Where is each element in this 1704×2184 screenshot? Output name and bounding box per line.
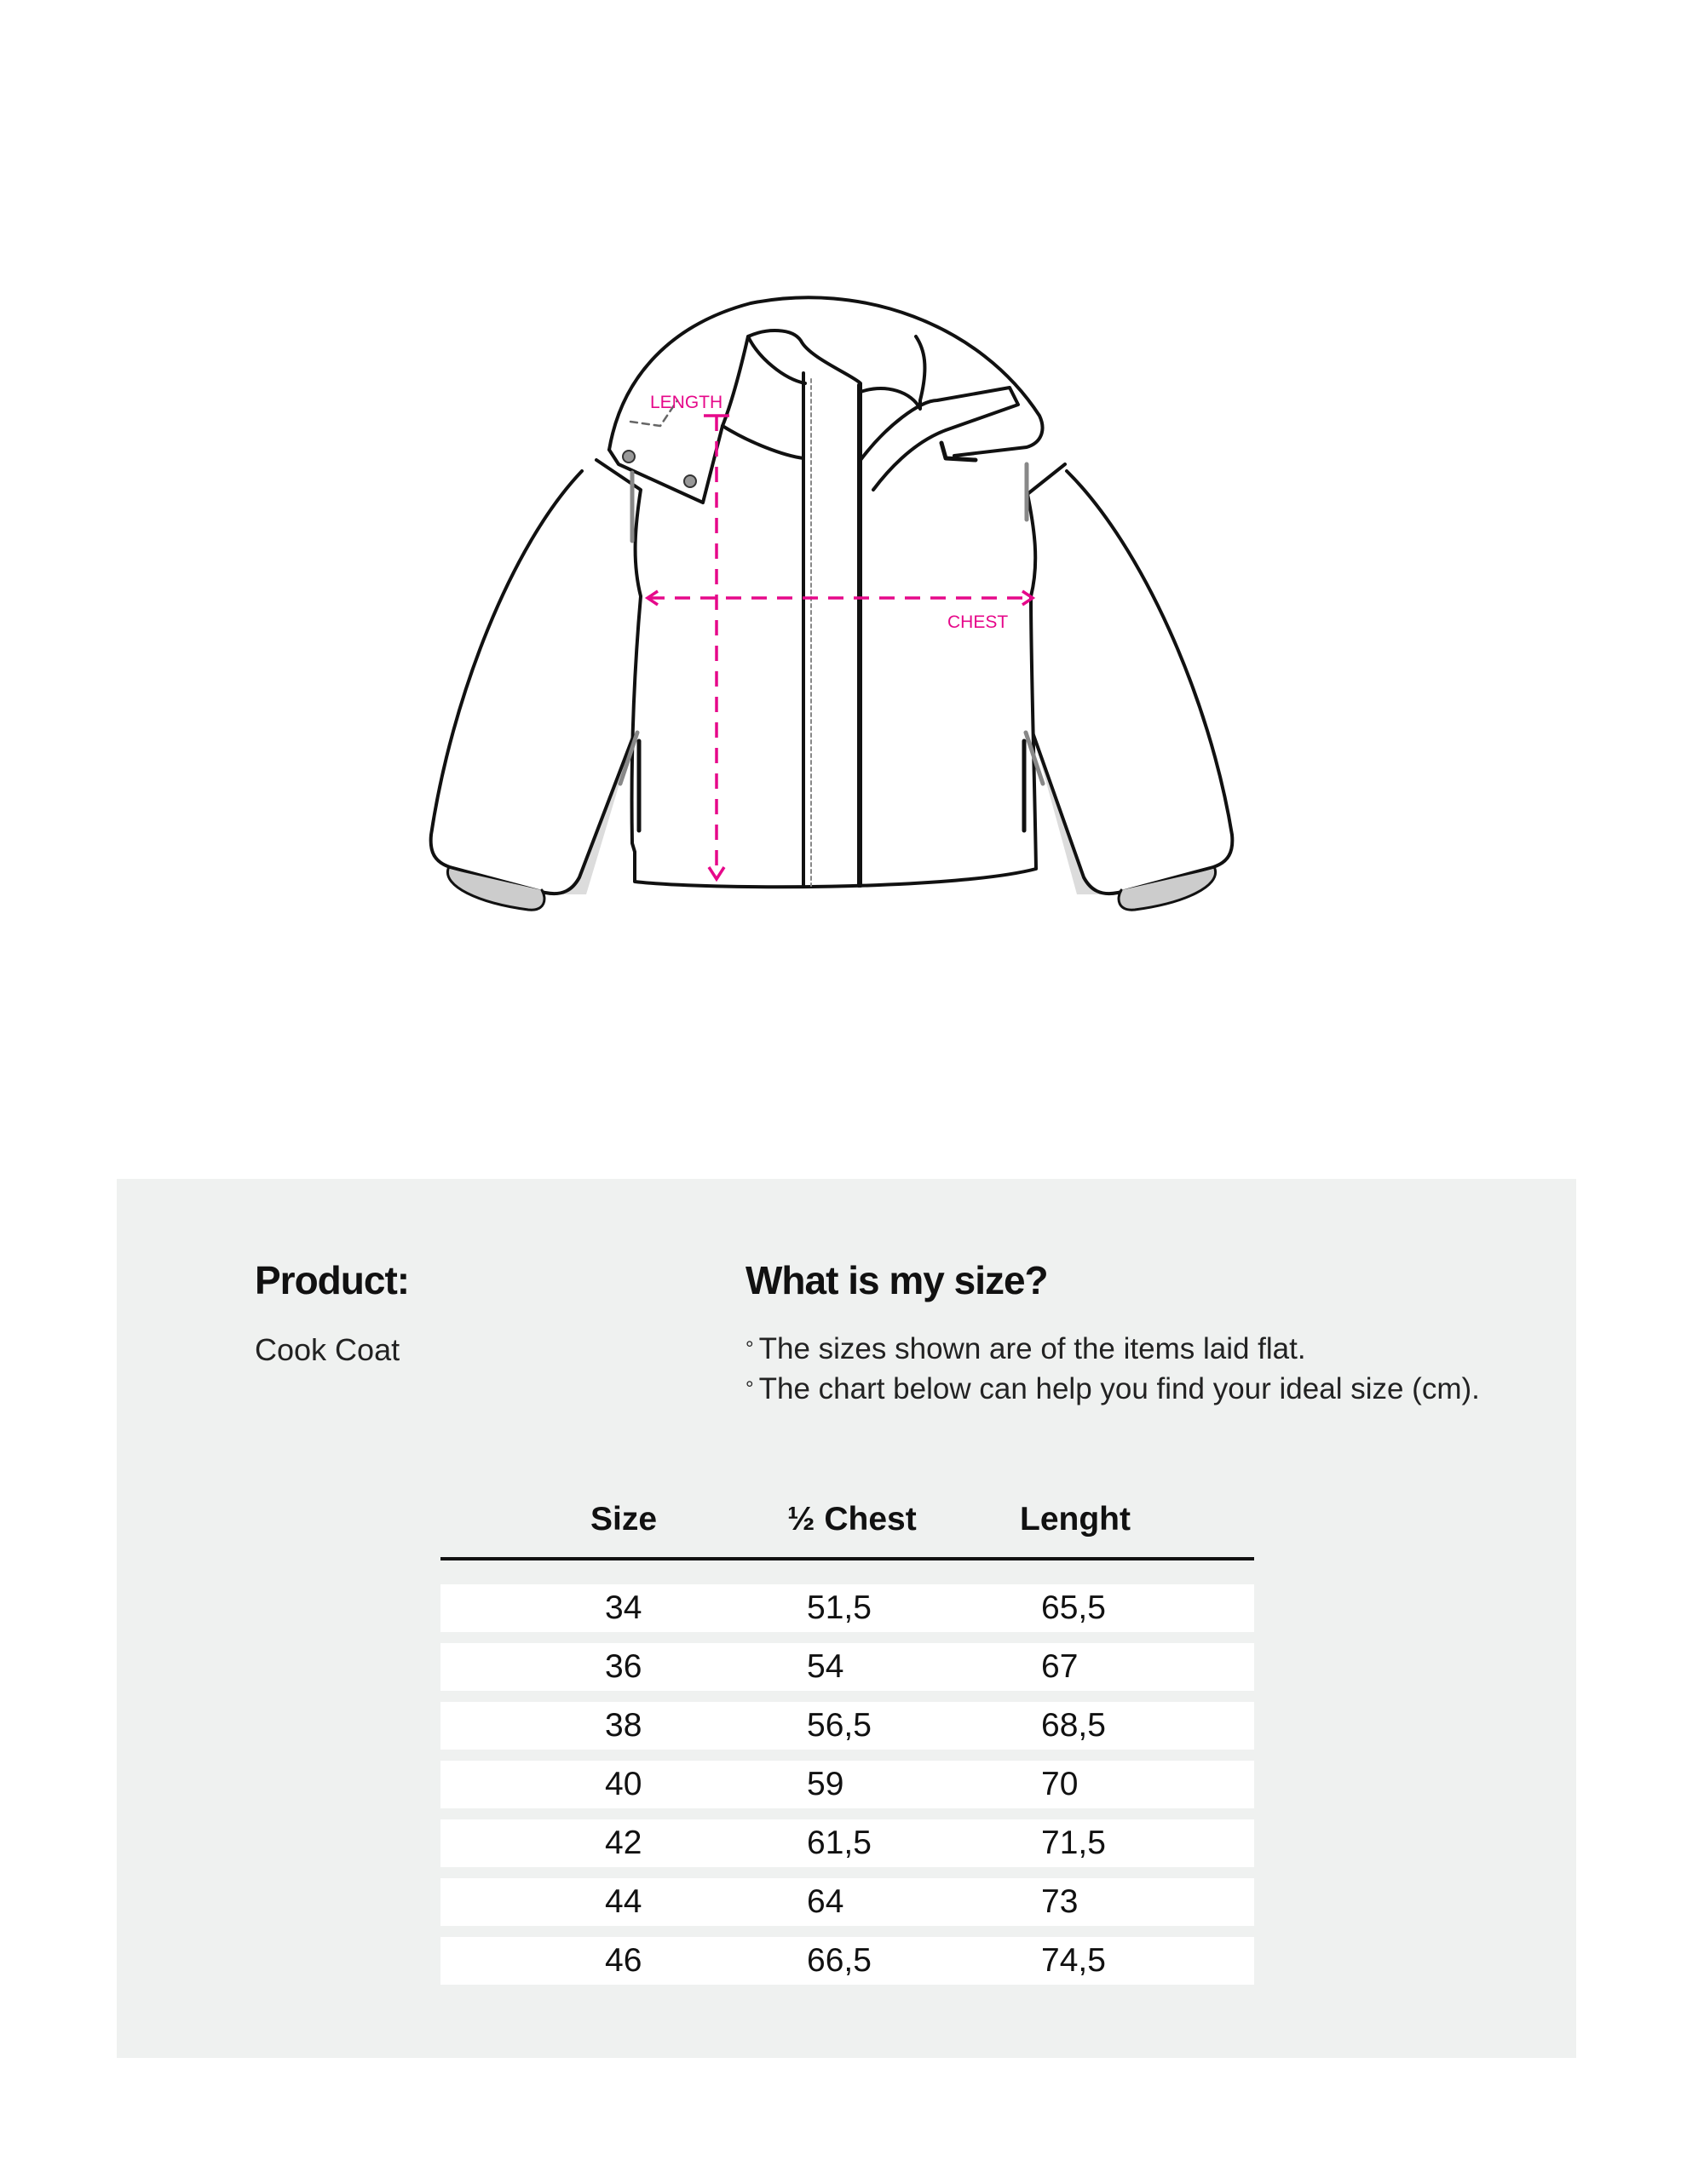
cell-length: 71,5 [1041, 1825, 1106, 1861]
cell-size: 40 [605, 1766, 642, 1802]
table-row [440, 1878, 1254, 1926]
degree-bullet-icon: ° [746, 1377, 754, 1400]
length-label: LENGTH [650, 393, 723, 412]
table-header [440, 1496, 1254, 1560]
cell-size: 36 [605, 1648, 642, 1685]
table-row [440, 1584, 1254, 1632]
cell-length: 73 [1041, 1883, 1079, 1920]
size-table [440, 1496, 1254, 1996]
cell-half-chest: 66,5 [807, 1942, 872, 1979]
table-row [440, 1937, 1254, 1985]
degree-bullet-icon: ° [746, 1337, 754, 1360]
cell-length: 67 [1041, 1648, 1079, 1685]
cell-length: 68,5 [1041, 1707, 1106, 1744]
cell-half-chest: 61,5 [807, 1825, 872, 1861]
cell-size: 44 [605, 1883, 642, 1920]
cell-length: 70 [1041, 1766, 1079, 1802]
jacket-illustration [0, 0, 1704, 1022]
table-row [440, 1819, 1254, 1867]
cell-half-chest: 54 [807, 1648, 844, 1685]
cell-half-chest: 56,5 [807, 1707, 872, 1744]
cell-half-chest: 59 [807, 1766, 844, 1802]
product-heading: Product: [255, 1258, 410, 1302]
table-row [440, 1761, 1254, 1808]
cell-size: 46 [605, 1942, 642, 1979]
jacket-sketch-icon [0, 0, 1704, 1022]
note-text: The sizes shown are of the items laid flat. [758, 1332, 1306, 1365]
cell-size: 34 [605, 1589, 642, 1626]
note-item [746, 1369, 1480, 1409]
cell-size: 42 [605, 1825, 642, 1861]
cell-half-chest: 51,5 [807, 1589, 872, 1626]
chest-label: CHEST [947, 612, 1009, 632]
note-text: The chart below can help you find your ideal size (cm). [758, 1372, 1480, 1405]
table-row [440, 1702, 1254, 1750]
size-guide-panel [117, 1179, 1576, 2058]
table-row [440, 1643, 1254, 1691]
cell-size: 38 [605, 1707, 642, 1744]
size-notes [746, 1329, 1480, 1409]
cell-length: 65,5 [1041, 1589, 1106, 1626]
table-body [440, 1584, 1254, 1985]
cell-half-chest: 64 [807, 1883, 844, 1920]
note-item [746, 1329, 1480, 1369]
column-header-half-chest: ½ Chest [787, 1501, 917, 1537]
size-heading: What is my size? [746, 1258, 1048, 1302]
column-header-size: Size [590, 1501, 658, 1537]
cell-length: 74,5 [1041, 1942, 1106, 1979]
column-header-length: Lenght [1020, 1501, 1131, 1537]
product-name: Cook Coat [255, 1332, 400, 1367]
